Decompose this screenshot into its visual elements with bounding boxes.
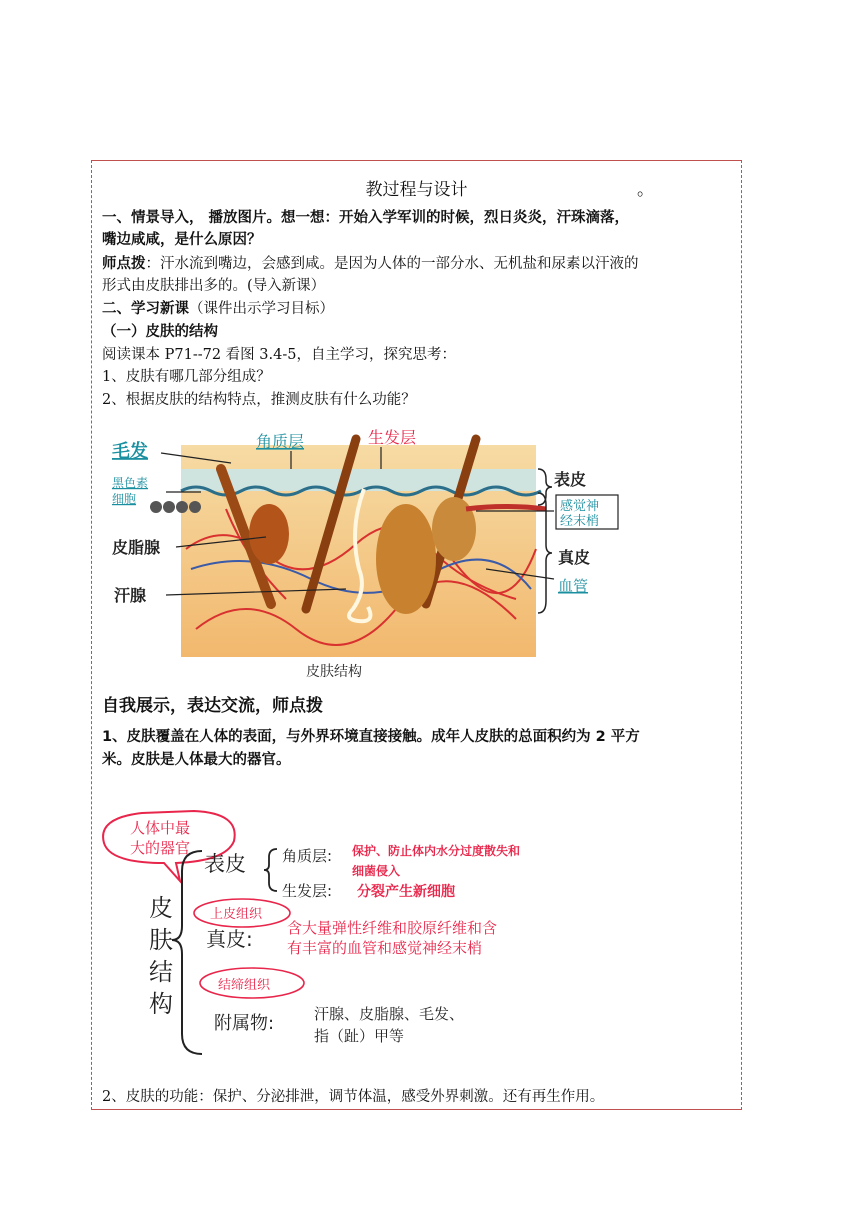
cm-corneum-desc-2: 细菌侵入 xyxy=(352,864,401,878)
title-text: 教过程与设计 xyxy=(365,180,468,200)
epidermis-band xyxy=(181,469,536,491)
cm-epithelial-tag: 上皮组织 xyxy=(210,907,263,922)
bubble-line-2: 大的器官 xyxy=(130,839,191,857)
label-epidermis: 表皮 xyxy=(554,470,587,489)
skin-structure-figure xyxy=(106,429,626,681)
main-brace xyxy=(172,851,202,1054)
epidermis-brace xyxy=(264,849,277,891)
cm-corneum: 角质层: xyxy=(282,847,333,865)
hair-follicle-left xyxy=(249,504,289,564)
cm-epidermis: 表皮 xyxy=(204,852,246,876)
section-2-rest: （课件出示学习目标） xyxy=(189,301,334,317)
root-char-1: 皮 xyxy=(149,894,173,922)
label-germinal-layer: 生发层 xyxy=(368,429,417,447)
root-label xyxy=(149,894,173,1018)
cm-germinal: 生发层: xyxy=(282,882,333,900)
cm-appendages: 附属物: xyxy=(214,1013,275,1034)
intro-line-1: 一、情景导入， 播放图片。想一想：开始入学军训的时候，烈日炎炎，汗珠滴落， xyxy=(102,210,630,226)
cm-appendages-desc-1: 汗腺、皮脂腺、毛发、 xyxy=(314,1005,465,1023)
section-2 xyxy=(102,298,737,320)
teacher-text: ：汗水流到嘴边，会感到咸。是因为人体的一部分水、无机盐和尿素以汗液的 xyxy=(145,256,639,272)
intro-line-2: 嘴边咸咸，是什么原因？ xyxy=(102,232,262,248)
section-2-label: 二、学习新课 xyxy=(102,301,189,317)
cm-appendages-desc-2: 指（趾）甲等 xyxy=(314,1027,405,1045)
question-1: 1、皮肤有哪几部分组成？ xyxy=(102,369,271,385)
label-dermis: 真皮 xyxy=(558,548,591,567)
root-char-2: 肤 xyxy=(149,926,173,954)
title-dot: 。 xyxy=(637,180,654,200)
root-char-4: 构 xyxy=(149,990,173,1018)
answer-1-line-1: 1、皮肤覆盖在人体的表面，与外界环境直接接触。成年人皮肤的总面积约为 2 平方 xyxy=(102,729,640,745)
cm-dermis: 真皮: xyxy=(206,927,253,951)
root-char-3: 结 xyxy=(149,958,173,986)
teacher-label: 师点拨 xyxy=(102,256,146,272)
question-2: 2、根据皮肤的结构特点，推测皮肤有什么功能？ xyxy=(102,392,416,408)
label-nerve-2: 经末梢 xyxy=(560,514,600,529)
frame-top-border xyxy=(91,160,742,161)
teacher-line-1 xyxy=(102,253,737,275)
cm-dermis-desc-1: 含大量弹性纤维和胶原纤维和含 xyxy=(287,919,498,937)
cm-dermis-desc-2: 有丰富的血管和感觉神经末梢 xyxy=(287,939,483,957)
lesson-frame xyxy=(91,160,742,1110)
label-melanocyte-1: 黑色素 xyxy=(112,476,149,490)
answer-2: 2、皮肤的功能：保护、分泌排泄，调节体温，感受外界刺激。还有再生作用。 xyxy=(102,1089,605,1105)
cm-germinal-desc: 分裂产生新细胞 xyxy=(357,884,455,900)
label-sweat-gland: 汗腺 xyxy=(114,586,147,605)
page-title xyxy=(92,175,741,200)
cm-corneum-desc-1: 保护、防止体内水分过度散失和 xyxy=(352,844,521,858)
hair-follicle-right xyxy=(376,504,436,614)
nerve-ending xyxy=(466,507,546,510)
reading-instruction: 阅读课本 P71--72 看图 3.4-5，自主学习，探究思考： xyxy=(102,347,456,363)
label-stratum-corneum: 角质层 xyxy=(256,432,305,451)
frame-bottom-border xyxy=(91,1109,742,1110)
melanocyte-cells xyxy=(150,501,201,513)
skin-concept-map xyxy=(102,801,632,1056)
bubble-line-1: 人体中最 xyxy=(130,819,191,837)
label-hair: 毛发 xyxy=(112,441,148,462)
subsection-1: （一）皮肤的结构 xyxy=(102,324,218,340)
answer-1-line-2: 米。皮肤是人体最大的器官。 xyxy=(102,752,291,768)
show-heading: 自我展示，表达交流，师点拨 xyxy=(102,696,323,716)
label-vessel: 血管 xyxy=(558,577,589,595)
figure-caption: 皮肤结构 xyxy=(306,664,362,680)
label-sebaceous-gland: 皮脂腺 xyxy=(112,538,161,557)
label-melanocyte-2: 细胞 xyxy=(112,492,137,506)
cm-connective-tag: 结缔组织 xyxy=(218,978,271,993)
label-nerve-1: 感觉神 xyxy=(560,499,600,514)
teacher-line-2: 形式由皮肤排出多的。(导入新课） xyxy=(102,278,326,294)
